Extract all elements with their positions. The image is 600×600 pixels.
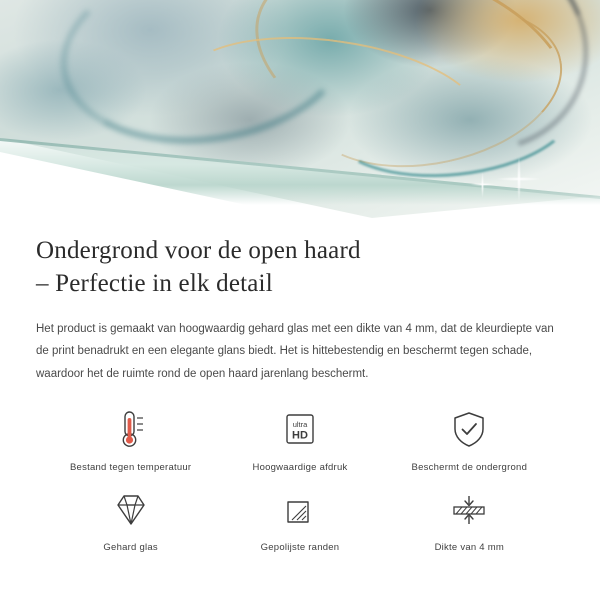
diamond-icon — [109, 487, 153, 533]
feature-item-surface-protection — [385, 407, 554, 473]
feature-item-print-quality — [215, 407, 384, 473]
thermometer-icon — [111, 407, 151, 453]
feature-item-polished-edges — [215, 487, 384, 553]
marble-artwork — [0, 0, 600, 218]
feature-label: Dikte van 4 mm — [434, 542, 505, 554]
feature-grid — [36, 407, 564, 553]
thickness-4mm-icon — [446, 487, 492, 533]
feature-item-tempered-glass — [46, 487, 215, 553]
feature-label: Gehard glas — [103, 542, 158, 554]
feature-item-thickness — [385, 487, 554, 553]
svg-text:ultra: ultra — [292, 420, 308, 430]
hero-image — [0, 0, 600, 218]
headline-line-1: Ondergrond voor de open haard — [36, 237, 361, 264]
feature-label: Bestand tegen temperatuur — [69, 462, 192, 474]
feature-label: Gepolijste randen — [260, 542, 340, 554]
svg-text:HD: HD — [292, 429, 308, 442]
feature-label: Beschermt de ondergrond — [411, 462, 528, 474]
product-description-text: Het product is gemaakt van hoogwaardig gehard glas met een dikte van 4 mm, dat de kleurdiepte van de print benadrukt en een elegante glans biedt. Het is hittebestendig en beschermt tegen schade, waardoor het de ruimte rond de open haard jarenlang beschermt. — [36, 323, 554, 380]
feature-item-temperature — [46, 407, 215, 473]
ultra-hd-icon — [278, 407, 322, 453]
polished-edges-icon — [280, 487, 320, 533]
feature-label: Hoogwaardige afdruk — [252, 462, 348, 474]
page-title — [36, 234, 456, 300]
headline-line-2: – Perfectie in elk detail — [36, 270, 273, 297]
content-area — [0, 234, 600, 553]
shield-check-icon — [449, 407, 489, 453]
